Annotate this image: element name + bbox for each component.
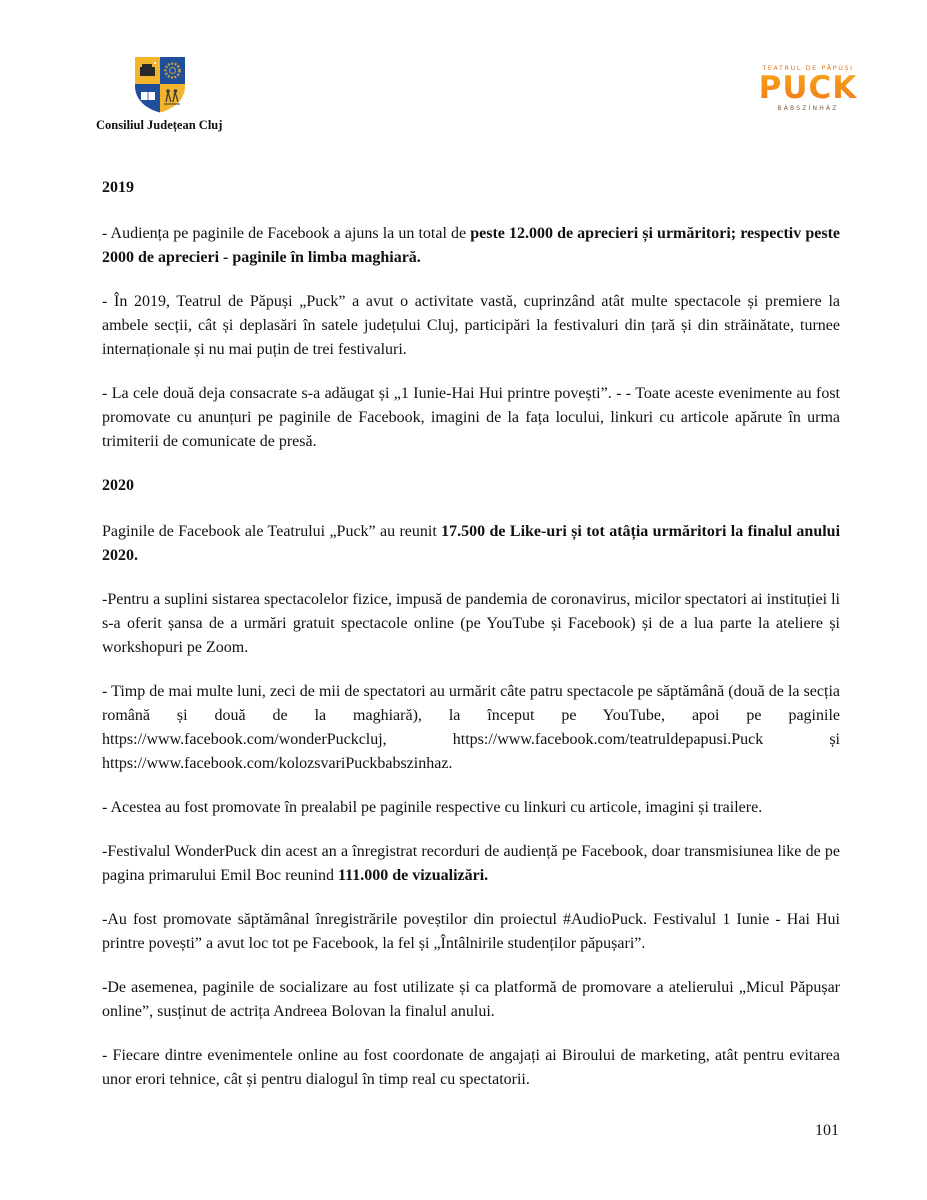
text-run: - Audiența pe paginile de Facebook a ajuns la un total de [102, 225, 471, 242]
puck-theatre-logo [752, 64, 864, 112]
text-run: -Pentru a suplini sistarea spectacolelor fizice, impusă de pandemia de coronavirus, micilor spectatori ai instituției li s-a oferit șansa de a urmări gratuit spectacole online (pe YouTube și Facebook) și de a lua parte la ateliere și workshopuri pe Zoom. [102, 591, 840, 656]
paragraph [102, 382, 840, 454]
text-run: -De asemenea, paginile de socializare au fost utilizate și ca platformă de promovare a atelierului „Micul Păpușar online”, susținut de actrița Andreea Bolovan la finalul anului. [102, 979, 840, 1020]
paragraph [102, 588, 840, 660]
paragraph [102, 908, 840, 956]
section-2019 [102, 176, 840, 454]
county-council-logo [96, 54, 246, 132]
section-2020 [102, 474, 840, 1092]
puck-logo-bottom-text: BÁBSZÍNHÁZ [777, 105, 839, 112]
text-run: - La cele două deja consacrate s-a adăugat și „1 Iunie-Hai Hui printre povești”. - - Toate aceste evenimente au fost promovate cu anunțuri pe paginile de Facebook, imagini de la fața locului, linkuri cu articole apărute în urma trimiterii de comunicate de presă. [102, 385, 840, 450]
coat-of-arms-icon [132, 54, 188, 116]
paragraph [102, 796, 840, 820]
paragraph [102, 1044, 840, 1092]
section-year-heading: 2019 [102, 179, 134, 196]
text-run: - Timp de mai multe luni, zeci de mii de spectatori au urmărit câte patru spectacole pe săptămână (două de la secția română și două de la maghiară), la început pe YouTube, apoi pe paginile https://www.facebook.com/wonderPuckcluj, https://www.facebook.com/teatruldepapusi.Puck și https://www.facebook.com/kolozsvariPuckbabszinhaz. [102, 683, 840, 772]
text-run: - Acestea au fost promovate în prealabil pe paginile respective cu linkuri cu articole, imagini și trailere. [102, 799, 763, 816]
paragraph [102, 680, 840, 776]
text-run: -Festivalul WonderPuck din acest an a înregistrat recorduri de audiență pe Facebook, doar transmisiunea like de pe pagina primarului Emil Boc reunind [102, 843, 840, 884]
paragraph [102, 520, 840, 568]
puck-logo-wordmark: PUCK [752, 73, 864, 103]
paragraph [102, 222, 840, 270]
page-number: 101 [815, 1122, 839, 1139]
bold-text-run: peste 12.000 de aprecieri și urmăritori; respectiv peste 2000 de aprecieri - paginile în limba maghiară. [102, 225, 841, 266]
paragraph [102, 290, 840, 362]
section-year-heading: 2020 [102, 477, 134, 494]
document-body [102, 176, 840, 1112]
text-run: - Fiecare dintre evenimentele online au fost coordonate de angajați ai Biroului de marketing, atât pentru evitarea unor erori tehnice, cât și pentru dialogul în timp real cu spectatorii. [102, 1047, 840, 1088]
text-run: -Au fost promovate săptămânal înregistrările poveștilor din proiectul #AudioPuck. Festivalul 1 Iunie - Hai Hui printre povești” a avut loc tot pe Facebook, la fel și „Întâlnirile studenților păpușari”. [102, 911, 840, 952]
puck-logo-top-text: TEATRUL DE PĂPUȘI [762, 64, 854, 72]
paragraph [102, 840, 840, 888]
bold-text-run: 111.000 de vizualizări. [337, 867, 489, 884]
text-run: Paginile de Facebook ale Teatrului „Puck” au reunit [102, 523, 442, 540]
county-council-name: Consiliul Județean Cluj [96, 118, 223, 132]
text-run: - În 2019, Teatrul de Păpuși „Puck” a avut o activitate vastă, cuprinzând atât multe spectacole și premiere la ambele secții, cât și deplasări în satele județului Cluj, participări la festivaluri din țară și din străinătate, turnee internaționale și nu mai puțin de trei festivaluri. [102, 293, 840, 358]
bold-text-run: 17.500 de Like-uri și tot atâția urmăritori la finalul anului 2020. [102, 523, 841, 564]
paragraph [102, 976, 840, 1024]
